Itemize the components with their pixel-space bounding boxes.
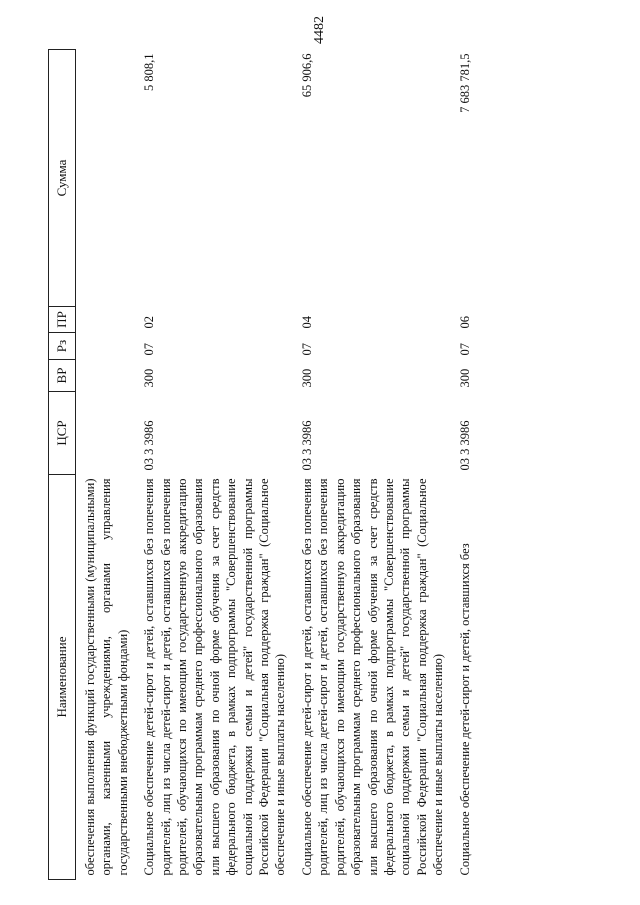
row-pr: 04 [299, 316, 314, 329]
table-header [49, 50, 76, 880]
table-row [299, 50, 447, 880]
header-row [49, 50, 76, 880]
row-pr: 06 [457, 316, 472, 329]
header-pr: ПР [49, 307, 76, 333]
row-sum: 5 808,1 [142, 53, 157, 91]
row-csr: 03 3 3986 [457, 420, 472, 471]
budget-table [48, 49, 473, 880]
page-number [0, 16, 640, 44]
row-spacer-cell [289, 50, 299, 880]
row-spacer-cell [131, 50, 141, 880]
row-rz: 07 [299, 343, 314, 356]
row-csr [76, 392, 132, 475]
row-sum: 65 906,6 [299, 53, 314, 98]
header-vr: ВР [49, 360, 76, 392]
row-name: обеспечения выполнения функций государственными (муниципальными) органами, казенными учреждениями, органами управления государственными внебюджетными фондами) [83, 478, 130, 876]
row-vr: 300 [299, 368, 314, 388]
row-vr [76, 360, 132, 392]
row-rz: 07 [142, 343, 157, 356]
header-rz: Рз [49, 333, 76, 360]
row-rz: 07 [457, 343, 472, 356]
row-sum: 7 683 781,5 [457, 53, 472, 113]
rotated-table-page [48, 50, 568, 880]
row-pr [76, 307, 132, 333]
header-csr: ЦСР [49, 392, 76, 475]
row-vr: 300 [457, 368, 472, 388]
table-row [141, 50, 289, 880]
row-vr: 300 [142, 368, 157, 388]
row-spacer [289, 50, 299, 880]
row-rz [76, 333, 132, 360]
table-body [76, 50, 473, 880]
row-spacer [447, 50, 457, 880]
table-row [76, 50, 132, 880]
row-csr: 03 3 3986 [299, 420, 314, 471]
row-spacer-cell [447, 50, 457, 880]
header-name: Наименование [49, 475, 76, 880]
header-sum: Сумма [49, 50, 76, 307]
page-number-text: 4482 [312, 16, 327, 44]
row-spacer [131, 50, 141, 880]
row-sum [76, 50, 132, 307]
table-row [457, 50, 473, 880]
row-name: Социальное обеспечение детей-сирот и детей, оставшихся без попечения родителей, лиц из числа детей-сирот и детей, оставшихся без попечения родителей, обучающихся по имеющим государственную аккредитацию образовательным программам среднего профессионального образования или высшего образования по очной форме обучения за счет средств федерального бюджета, в рамках подпрограммы "Совершенствование социальной поддержки семьи и детей" государственной программы Российской Федерации "Социальная поддержка граждан" (Социальное обеспечение и иные выплаты населению) [142, 478, 288, 876]
row-name: Социальное обеспечение детей-сирот и детей, оставшихся без попечения родителей, лиц из числа детей-сирот и детей, оставшихся без попечения родителей, обучающихся по имеющим государственную аккредитацию образовательным программам среднего профессионального образования или высшего образования по очной форме обучения за счет средств федерального бюджета, в рамках подпрограммы "Совершенствование социальной поддержки семьи и детей" государственной программы Российской Федерации "Социальная поддержка граждан" (Социальное обеспечение и иные выплаты населению) [299, 478, 446, 876]
row-pr: 02 [142, 316, 157, 329]
row-name: Социальное обеспечение детей-сирот и детей, оставшихся без [457, 543, 472, 876]
row-csr: 03 3 3986 [142, 420, 157, 471]
